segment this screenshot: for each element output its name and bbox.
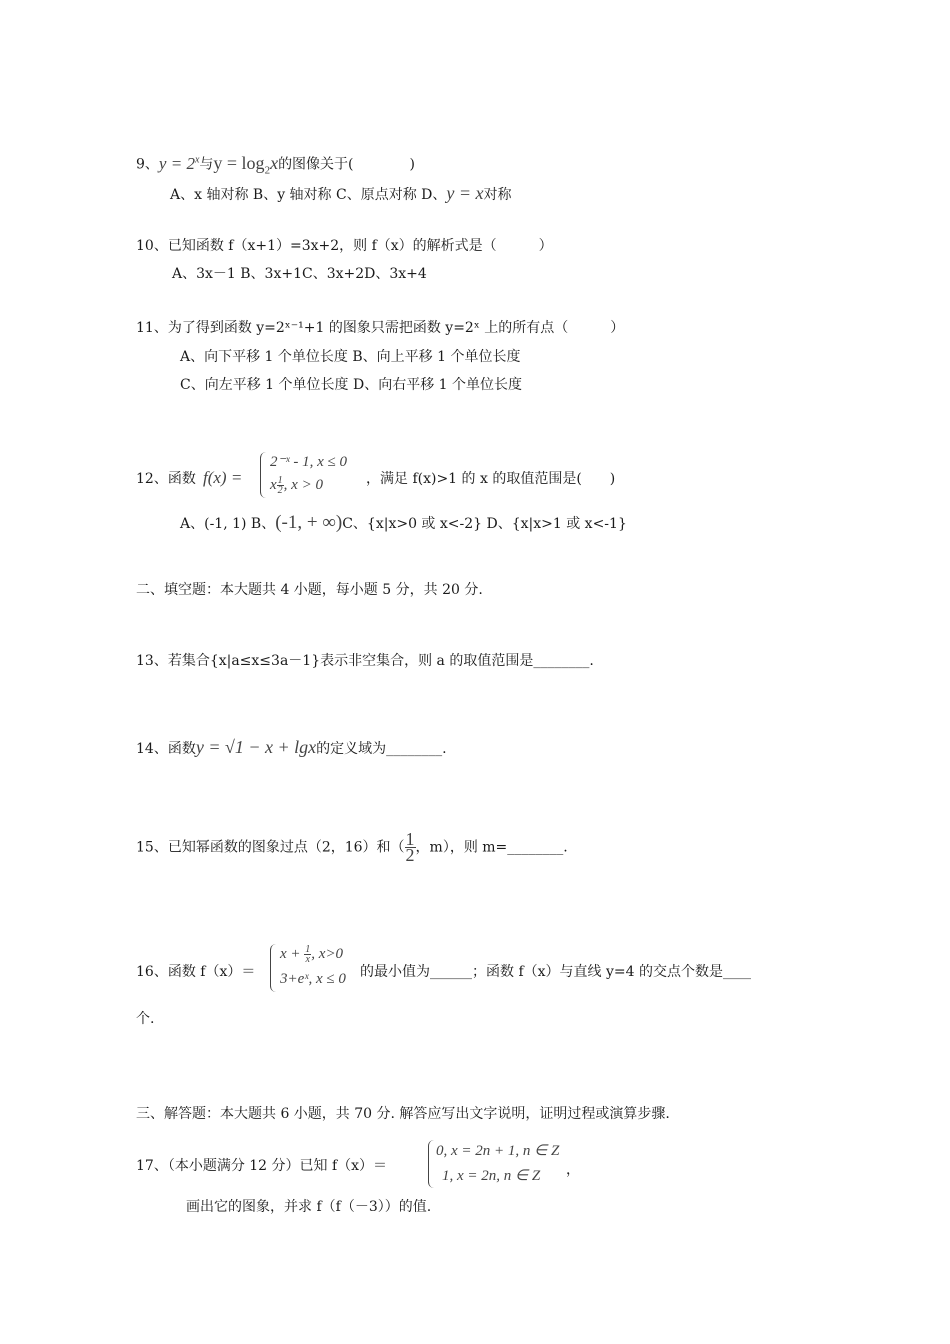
question-9-options: A、x 轴对称 B、y 轴对称 C、原点对称 D、y = x对称 xyxy=(170,183,512,203)
question-12-tail: ，满足 f(x)>1 的 x 的取值范围是( ) xyxy=(366,471,616,487)
piecewise-q17 xyxy=(428,1140,573,1190)
question-11-options-cd: C、向左平移 1 个单位长度 D、向右平移 1 个单位长度 xyxy=(180,377,523,393)
question-16-cont: 个. xyxy=(136,1011,155,1027)
question-13: 13、若集合{x|a≤x≤3a－1}表示非空集合，则 a 的取值范围是________. xyxy=(136,653,594,669)
formula-half: $\frac{1}{2}$ xyxy=(405,829,415,865)
formula-fx: f(x) = xyxy=(203,468,243,487)
question-10-options: A、3x－1 B、3x+1C、3x+2D、3x+4 xyxy=(172,266,427,282)
formula-sqrt: y = √1 − x + lgx xyxy=(195,737,317,757)
question-9: 9、$y = 2^x$与$y = \log_2x$的图像关于( ) xyxy=(136,152,415,177)
question-17-prefix: 17、（本小题满分 12 分）已知 f（x）＝ xyxy=(136,1158,388,1174)
question-12-prefix: 12、函数 xyxy=(136,471,196,487)
question-17-comma: ， xyxy=(566,1162,580,1178)
question-12-options: A、(-1, 1) B、(-1, + ∞)C、{x|x>0 或 x<-2} D、{x|x>1 或 x<-1} xyxy=(180,512,627,533)
piecewise-q16 xyxy=(270,944,365,994)
formula-log: $y = \log_2x$ xyxy=(213,152,279,177)
question-14: 14、函数y = √1 − x + lgx的定义域为________. xyxy=(136,737,447,757)
question-stem-tail: 的图像关于( ) xyxy=(278,156,415,173)
question-16-tail: 的最小值为______；函数 f（x）与直线 y=4 的交点个数是____ xyxy=(360,964,751,980)
question-10: 10、已知函数 f（x+1）=3x+2，则 f（x）的解析式是（ ） xyxy=(136,238,553,254)
question-11: 11、为了得到函数 y=2ˣ⁻¹+1 的图象只需把函数 y=2ˣ 上的所有点（ ） xyxy=(136,320,625,336)
section-2-heading: 二、填空题：本大题共 4 小题，每小题 5 分，共 20 分. xyxy=(136,582,483,598)
formula-interval: (-1, + ∞) xyxy=(275,512,343,533)
case-2: x $\frac{1}{2}$ , x > 0 xyxy=(270,475,323,496)
question-number: 9、 xyxy=(136,156,159,173)
piecewise-q12 xyxy=(260,452,360,500)
case-1: x + $\frac{1}{x}$ , x>0 xyxy=(280,944,344,965)
case-1: 2⁻ˣ - 1, x ≤ 0 xyxy=(270,454,348,470)
case-1: 0, x = 2n + 1, n ∈ Z xyxy=(436,1143,560,1159)
question-15: 15、已知幂函数的图象过点（2，16）和（ $\frac{1}{2}$ ，m），则 m=________. xyxy=(136,829,568,865)
formula-y-x: y = x xyxy=(446,183,484,203)
case-2: 1, x = 2n, n ∈ Z xyxy=(442,1168,541,1184)
formula-y-2x: $y = 2^x$ xyxy=(158,153,200,173)
question-11-options-ab: A、向下平移 1 个单位长度 B、向上平移 1 个单位长度 xyxy=(180,349,521,365)
question-16-prefix: 16、函数 f（x）＝ xyxy=(136,964,256,980)
section-3-heading: 三、解答题：本大题共 6 小题，共 70 分. 解答应写出文字说明，证明过程或演算步骤. xyxy=(136,1106,670,1122)
case-2: 3+eˣ, x ≤ 0 xyxy=(280,971,346,987)
question-17-line2: 画出它的图象，并求 f（f（－3））的值. xyxy=(186,1199,432,1215)
